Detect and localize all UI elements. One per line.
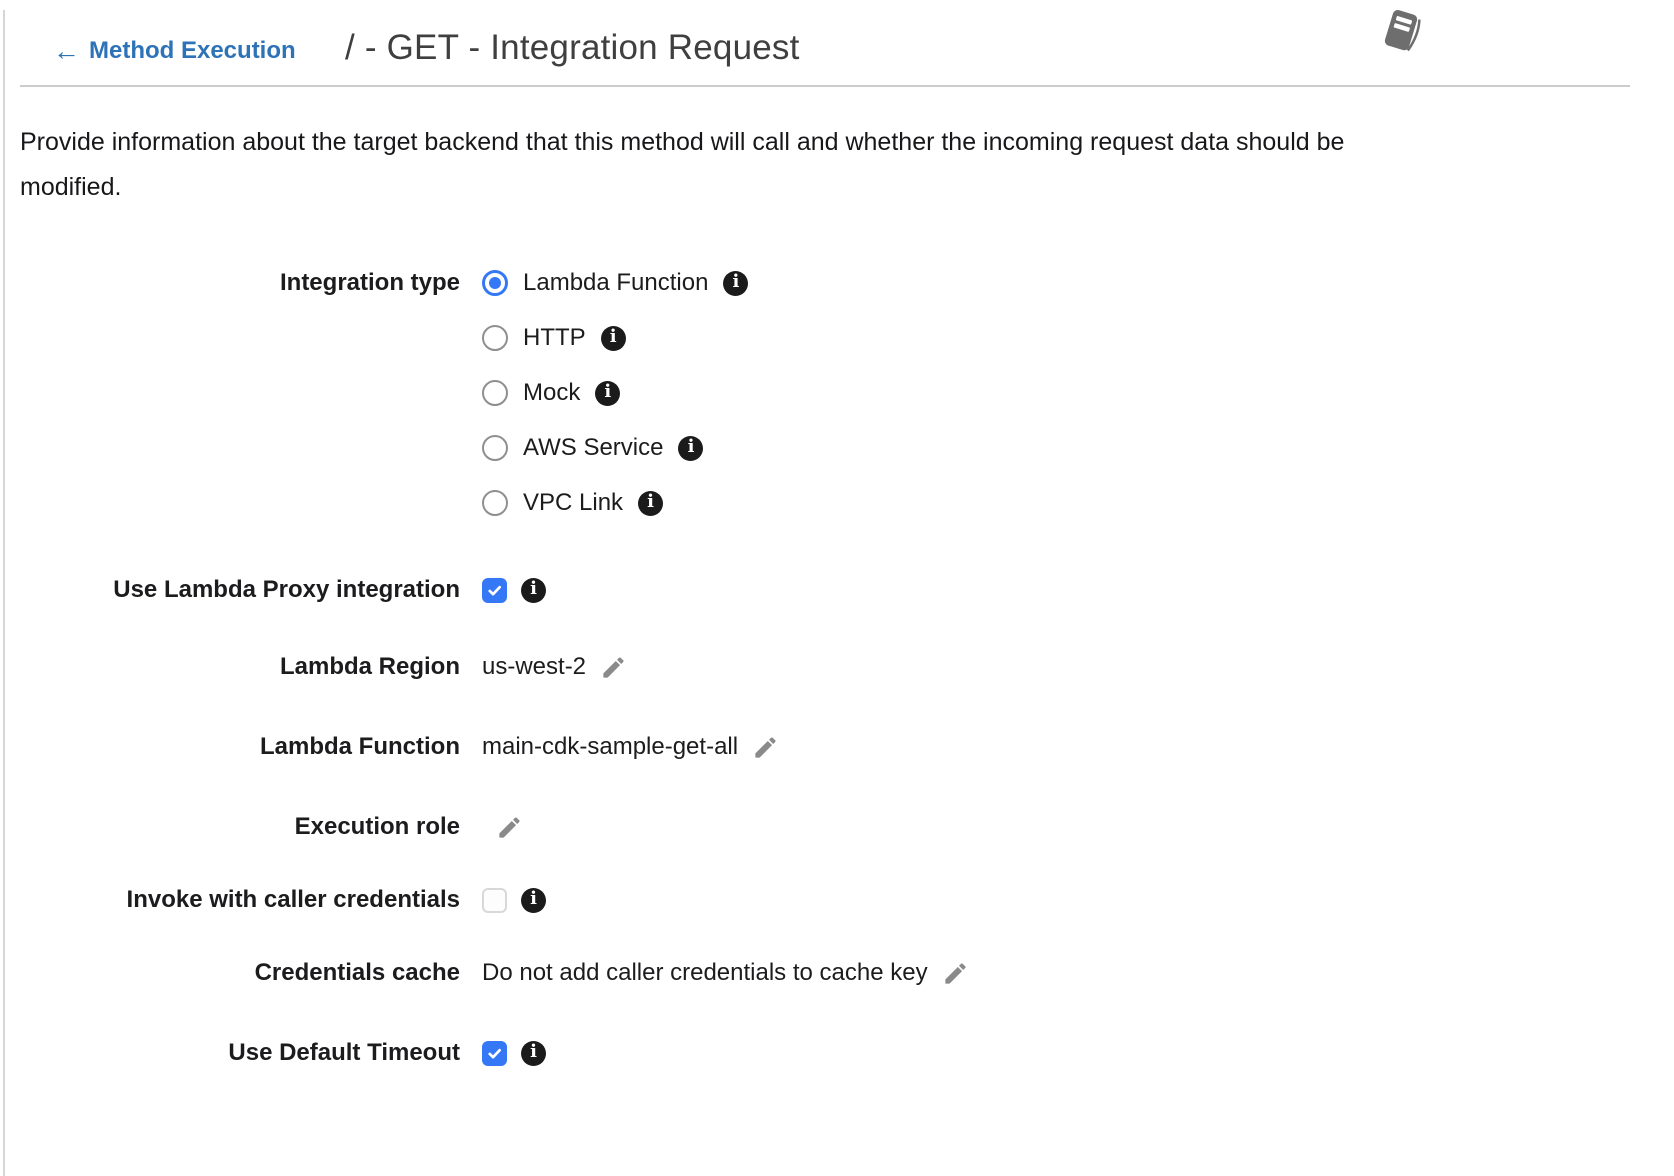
default-timeout-checkbox[interactable] <box>482 1041 507 1066</box>
use-default-timeout-label: Use Default Timeout <box>228 1039 460 1066</box>
lambda-function-row <box>0 729 1600 765</box>
lambda-proxy-checkbox[interactable] <box>482 578 507 603</box>
credentials-cache-label: Credentials cache <box>254 959 460 986</box>
option-label: AWS Service <box>523 434 664 461</box>
radio-option-lambda-function[interactable] <box>482 265 748 301</box>
page-title: / - GET - Integration Request <box>345 28 800 67</box>
back-link-label: Method Execution <box>89 37 296 64</box>
lambda-function-value: main-cdk-sample-get-all <box>482 733 739 760</box>
invoke-caller-credentials-row <box>0 882 1600 918</box>
integration-type-options <box>482 265 748 540</box>
option-label: HTTP <box>523 324 586 351</box>
radio-option-vpc-link[interactable] <box>482 485 748 521</box>
edit-pencil-icon[interactable] <box>752 734 779 761</box>
info-icon[interactable]: i <box>678 436 703 461</box>
use-lambda-proxy-row <box>0 572 1600 608</box>
invoke-caller-credentials-label: Invoke with caller credentials <box>126 886 460 913</box>
use-lambda-proxy-label: Use Lambda Proxy integration <box>113 576 460 603</box>
lambda-region-value: us-west-2 <box>482 653 587 680</box>
edit-pencil-icon[interactable] <box>600 654 627 681</box>
edit-pencil-icon[interactable] <box>496 814 523 841</box>
info-icon[interactable]: i <box>601 326 626 351</box>
execution-role-label: Execution role <box>294 813 460 840</box>
info-icon[interactable]: i <box>521 578 546 603</box>
radio-icon[interactable] <box>482 325 508 351</box>
integration-type-row <box>0 265 1600 540</box>
info-icon[interactable]: i <box>723 271 748 296</box>
radio-icon[interactable] <box>482 435 508 461</box>
option-label: VPC Link <box>523 489 624 516</box>
info-icon[interactable]: i <box>595 381 620 406</box>
lambda-region-row <box>0 649 1600 685</box>
header-divider <box>20 85 1630 87</box>
radio-icon[interactable] <box>482 380 508 406</box>
lambda-region-label: Lambda Region <box>279 653 460 680</box>
edit-pencil-icon[interactable] <box>942 960 969 987</box>
radio-option-http[interactable] <box>482 320 748 356</box>
caller-credentials-checkbox[interactable] <box>482 888 507 913</box>
execution-role-row <box>0 809 1600 845</box>
radio-option-mock[interactable] <box>482 375 748 411</box>
credentials-cache-row <box>0 955 1600 991</box>
option-label: Mock <box>523 379 581 406</box>
back-arrow-icon: ← <box>53 35 80 66</box>
info-icon[interactable]: i <box>638 491 663 516</box>
book-icon[interactable] <box>1378 8 1426 56</box>
lambda-function-label: Lambda Function <box>260 733 460 760</box>
description-text: Provide information about the target backend that this method will call and whether the incoming request data should be modified. <box>20 128 1345 201</box>
radio-option-aws-service[interactable] <box>482 430 748 466</box>
radio-icon[interactable] <box>482 490 508 516</box>
radio-selected-icon[interactable] <box>482 270 508 296</box>
option-label: Lambda Function <box>523 269 709 296</box>
use-default-timeout-row <box>0 1035 1600 1071</box>
info-icon[interactable]: i <box>521 888 546 913</box>
credentials-cache-value: Do not add caller credentials to cache key <box>482 959 928 986</box>
back-link-method-execution[interactable] <box>53 37 296 65</box>
integration-type-label: Integration type <box>279 269 460 296</box>
info-icon[interactable]: i <box>521 1041 546 1066</box>
